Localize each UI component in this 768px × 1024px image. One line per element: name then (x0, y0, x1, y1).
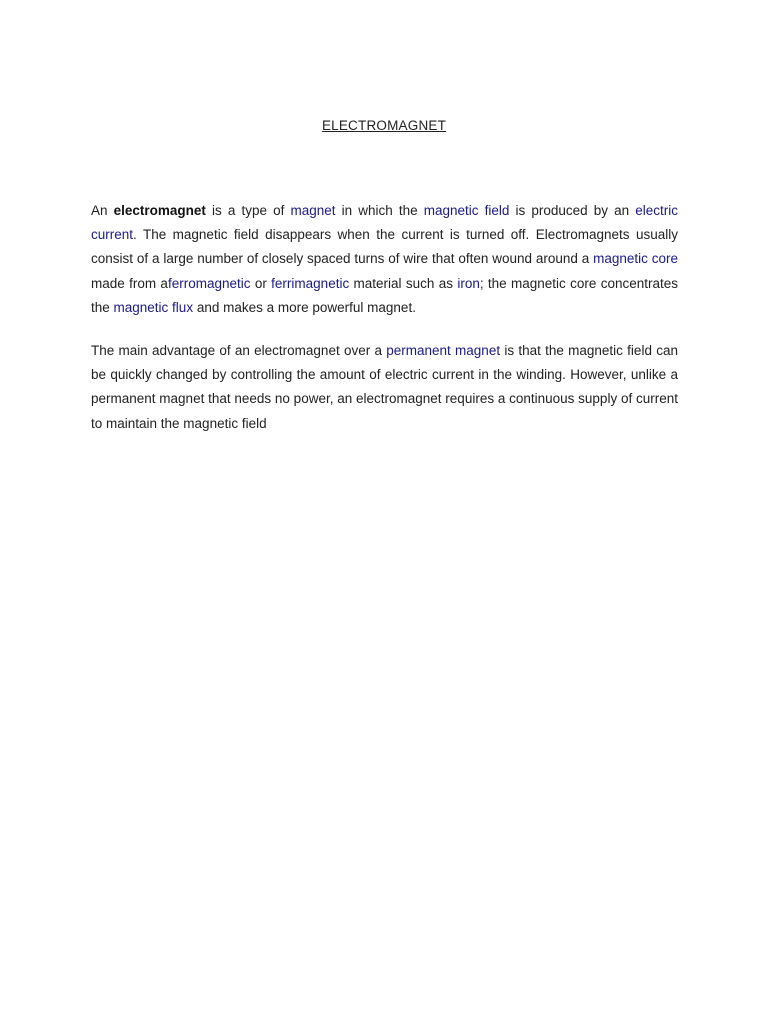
text-segment: is a type of (205, 203, 291, 218)
link-iron[interactable]: iron (457, 275, 480, 291)
paragraph-advantage (91, 339, 678, 436)
text-segment: and makes a more powerful magnet. (193, 299, 416, 315)
link-ferrimagnetic[interactable]: ferrimagnetic (271, 275, 350, 291)
text-segment: material such as (349, 275, 458, 291)
link-magnet[interactable]: magnet (290, 203, 336, 218)
link-electric-current[interactable]: electric current (91, 203, 679, 243)
link-ferromagnetic[interactable]: ferromagnetic (167, 275, 251, 291)
text-segment: in which the (335, 203, 424, 218)
text-segment: is that the magnetic field can be quickly changed by controlling the amount of electric current in the winding. However, unlike a permanent magnet that needs no power, an electromagnet requires a continuous supply of current to maintain the magnetic field (91, 343, 678, 431)
link-magnetic-field[interactable]: magnetic field (423, 203, 510, 218)
text-segment: is produced by an (509, 203, 636, 218)
text-segment: An (91, 203, 114, 218)
paragraph-definition (91, 199, 678, 320)
text-segment: ; the magnetic core concentrates the (91, 275, 679, 315)
text-segment: . The magnetic field disappears when the current is turned off. Electromagnets usually consist of a large number of closely spaced turns of wire that often wound around a (91, 227, 678, 267)
text-segment: made from a (91, 275, 168, 291)
term-electromagnet: electromagnet (113, 203, 206, 218)
text-segment: or (250, 275, 272, 291)
text-segment: The main advantage of an electromagnet over a (91, 343, 387, 358)
link-magnetic-core[interactable]: magnetic core (593, 251, 678, 267)
link-magnetic-flux[interactable]: magnetic flux (113, 299, 194, 315)
document-title: ELECTROMAGNET (321, 118, 447, 133)
link-permanent-magnet[interactable]: permanent magnet (386, 343, 501, 358)
